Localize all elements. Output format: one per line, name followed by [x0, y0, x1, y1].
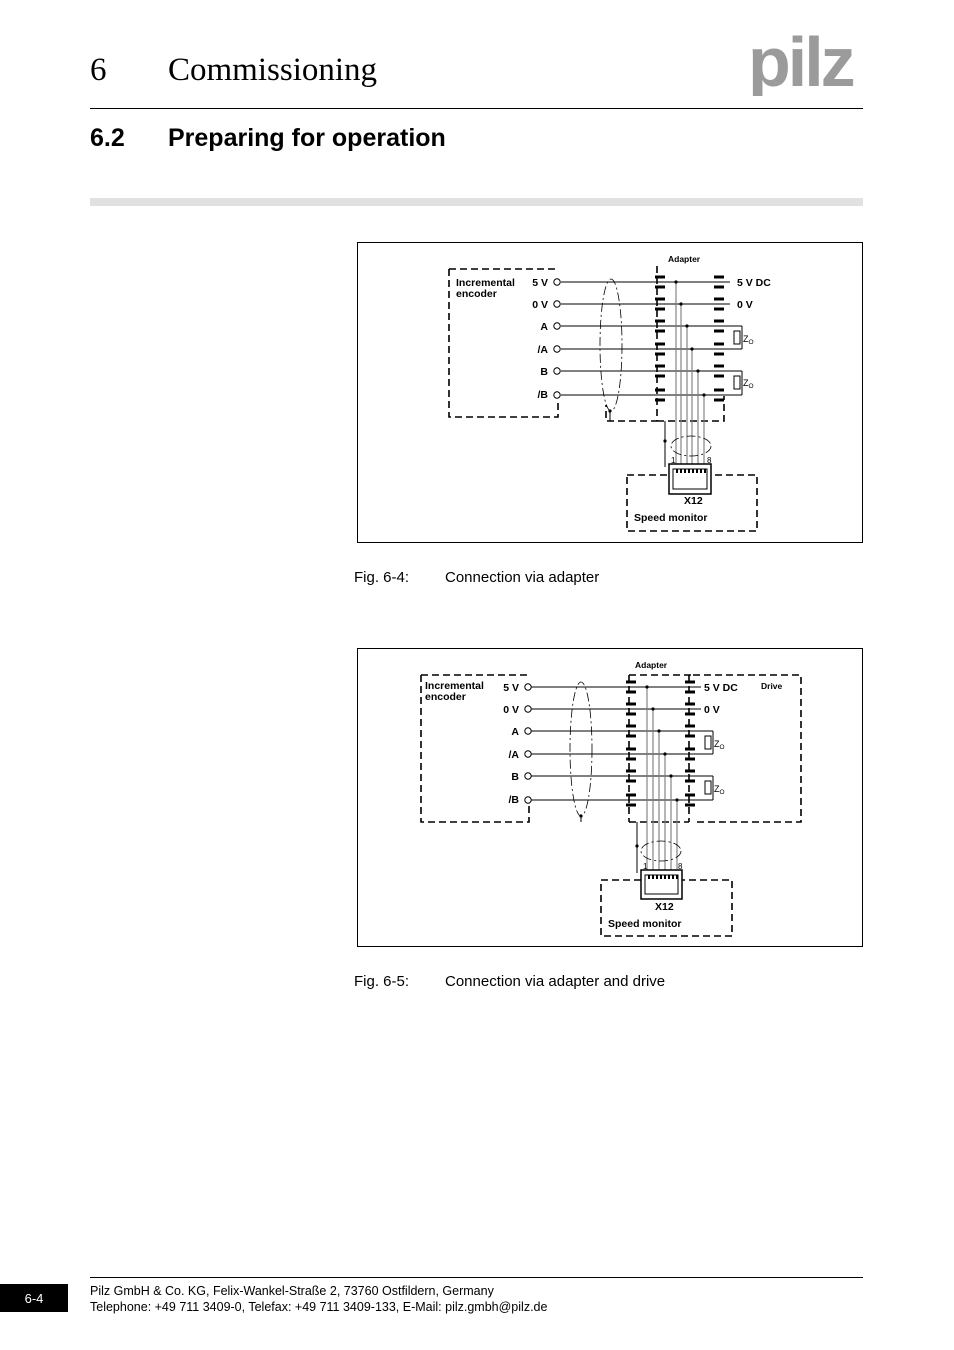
chapter-title: Commissioning	[168, 52, 378, 88]
encoder-label-1: Incremental	[425, 680, 484, 692]
signal-a: A	[511, 726, 519, 738]
signal-a-inv: /A	[537, 344, 548, 356]
figure-6-4	[357, 242, 863, 543]
page-number: 6-4	[0, 1284, 68, 1312]
figure-6-5	[357, 648, 863, 947]
encoder-label-2: encoder	[425, 691, 466, 703]
diagram-adapter	[358, 243, 862, 542]
supply-5v-label: 5 V DC	[737, 277, 771, 289]
footer-contact: Telephone: +49 711 3409-0, Telefax: +49 711 3409-133, E-Mail: pilz.gmbh@pilz.de	[90, 1300, 548, 1314]
signal-5v: 5 V	[503, 682, 519, 694]
rj45-connector	[641, 870, 682, 899]
monitor-label: Speed monitor	[634, 512, 708, 524]
monitor-label: Speed monitor	[608, 918, 682, 930]
connector-label: X12	[655, 901, 674, 913]
signal-b: B	[540, 366, 548, 378]
figure-6-5-number: Fig. 6-5:	[354, 973, 410, 990]
termination-2-label: $Z_O$	[714, 784, 725, 796]
header-rule	[90, 108, 863, 109]
pin-1-label: 1	[643, 862, 648, 871]
connector-label: X12	[684, 495, 703, 507]
diagram-adapter-drive	[358, 649, 862, 946]
figure-6-4-caption: Connection via adapter	[445, 569, 600, 586]
supply-5v-label: 5 V DC	[704, 682, 738, 694]
figure-6-4-number: Fig. 6-4:	[354, 569, 410, 586]
rj45-connector	[669, 464, 711, 494]
logo-text: pilz	[748, 30, 853, 96]
footer-rule	[90, 1277, 863, 1278]
signal-b-inv: /B	[537, 389, 548, 401]
footer-address: Pilz GmbH & Co. KG, Felix-Wankel-Straße 2, 73760 Ostfildern, Germany	[90, 1284, 494, 1298]
supply-0v-label: 0 V	[704, 704, 720, 716]
signal-a-inv: /A	[508, 749, 519, 761]
signal-0v: 0 V	[503, 704, 519, 716]
signal-b-inv: /B	[508, 794, 519, 806]
chapter-number: 6	[90, 52, 107, 88]
termination-2-label: $Z_O$	[743, 378, 754, 390]
signal-a: A	[540, 321, 548, 333]
encoder-label-2: encoder	[456, 288, 497, 300]
figure-6-5-caption: Connection via adapter and drive	[445, 973, 666, 990]
adapter-label: Adapter	[668, 254, 701, 264]
adapter-label: Adapter	[635, 660, 668, 670]
pin-8-label: 8	[678, 862, 683, 871]
signal-0v: 0 V	[532, 299, 548, 311]
encoder-label-1: Incremental	[456, 277, 515, 289]
drive-label: Drive	[761, 681, 783, 691]
signal-5v: 5 V	[532, 277, 548, 289]
section-number: 6.2	[90, 124, 125, 152]
termination-1-label: $Z_O$	[714, 739, 725, 751]
signal-b: B	[511, 771, 519, 783]
section-title: Preparing for operation	[168, 124, 446, 152]
termination-1-label: $Z_O$	[743, 334, 754, 346]
pin-8-label: 8	[707, 456, 712, 465]
supply-0v-label: 0 V	[737, 299, 753, 311]
section-divider	[90, 198, 863, 206]
pilz-logo	[748, 30, 864, 101]
pin-1-label: 1	[671, 456, 676, 465]
